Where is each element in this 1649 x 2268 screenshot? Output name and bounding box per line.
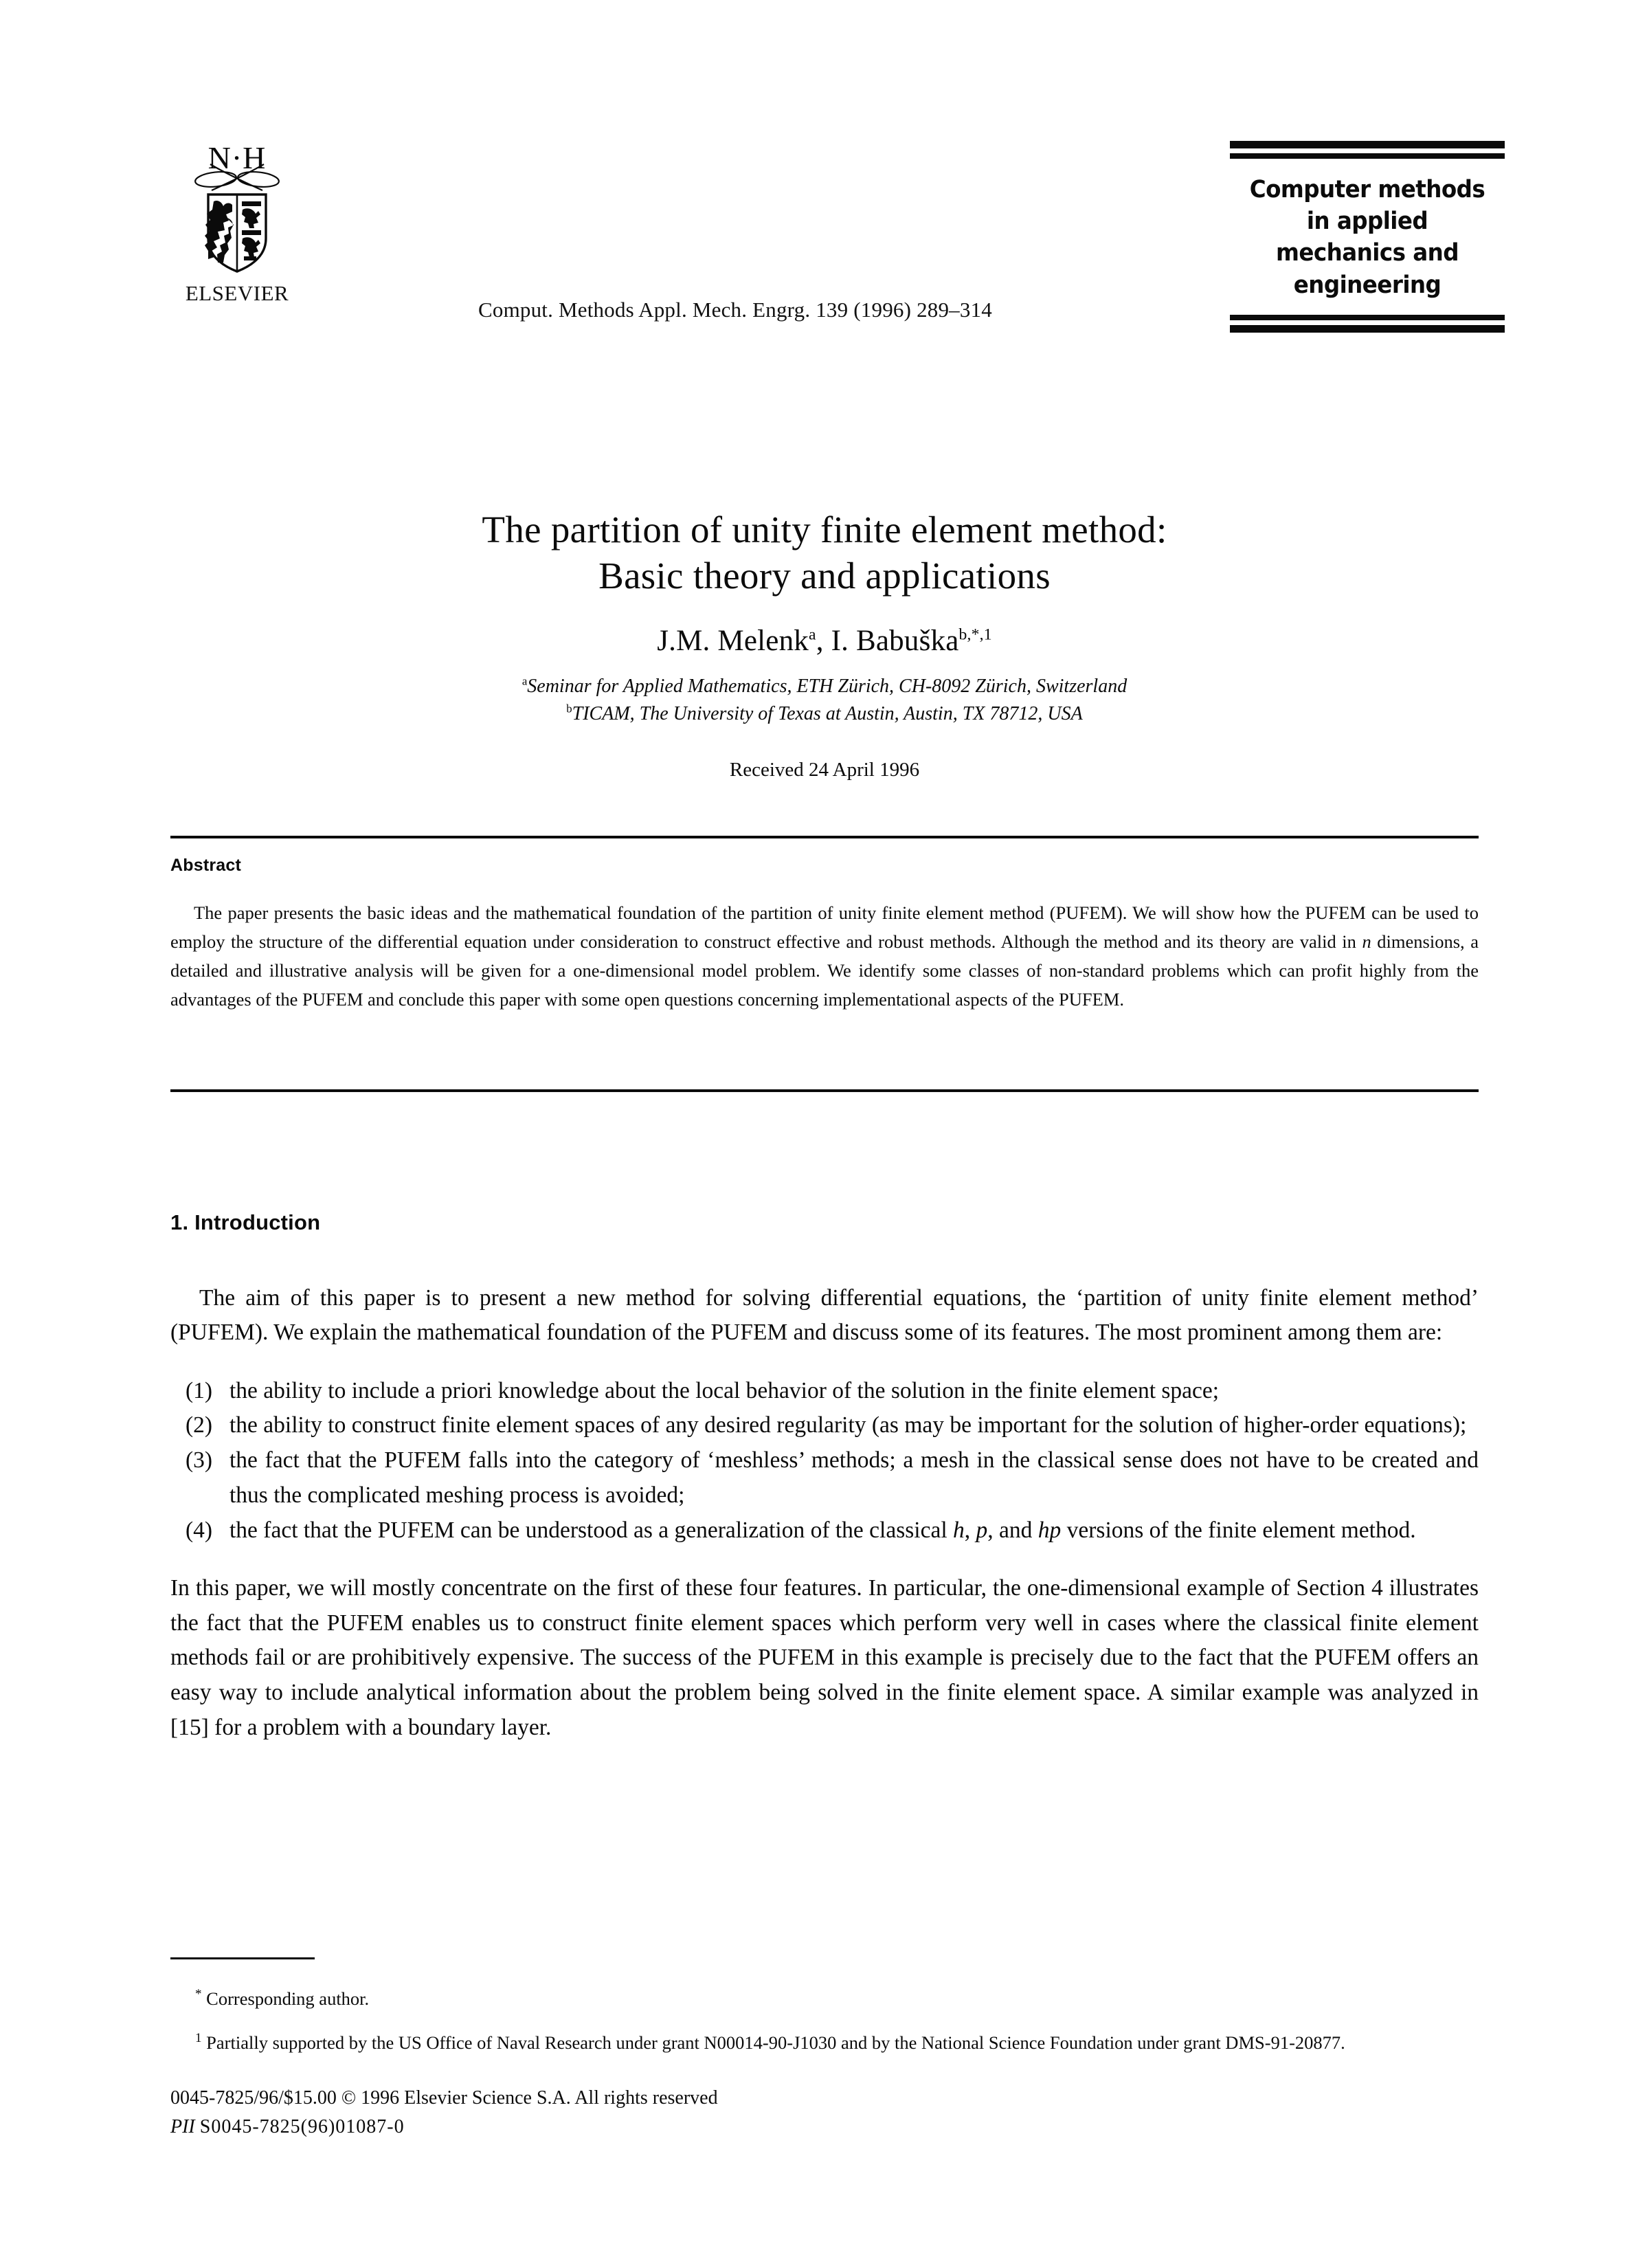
abstract-rule-bottom [170, 1089, 1479, 1092]
author-2-name: I. Babuška [831, 624, 959, 657]
footnote-block [170, 1967, 1479, 2074]
affiliation-b-text: TICAM, The University of Texas at Austin, Austin, TX 78712, USA [572, 702, 1083, 724]
footnote-text: Corresponding author. [201, 1988, 370, 2009]
list-item-italic-hp: hp [1037, 1517, 1062, 1543]
list-item-text-after: versions of the finite element method. [1061, 1517, 1416, 1543]
running-head: Comput. Methods Appl. Mech. Engrg. 139 (1996) 289–314 [478, 298, 992, 322]
journal-title-line-3: mechanics and [1276, 239, 1459, 267]
list-item-marker: (2) [186, 1412, 213, 1438]
masthead-rule-bottom-2 [1230, 325, 1505, 333]
title-line-1: The partition of unity finite element method: [482, 508, 1167, 551]
journal-title-line-4: engineering [1293, 271, 1442, 299]
list-item [170, 1443, 1479, 1513]
list-item [170, 1513, 1479, 1548]
footnote-funding [170, 2030, 1479, 2056]
affiliation-a [172, 673, 1477, 700]
abstract-block [170, 856, 1479, 1032]
copyright-line: 0045-7825/96/$15.00 © 1996 Elsevier Science S.A. All rights reserved [170, 2087, 718, 2109]
affiliation-list [172, 673, 1477, 728]
list-item-mid-1: , [964, 1517, 976, 1543]
author-2-marks: b,*,1 [958, 625, 992, 644]
journal-title-line-2: in applied [1306, 208, 1428, 236]
list-item-marker: (4) [186, 1517, 213, 1543]
list-item-mid-2: , and [987, 1517, 1038, 1543]
author-list [172, 624, 1477, 658]
pii-value: S0045-7825(96)01087-0 [199, 2116, 405, 2137]
list-item-italic-h: h [953, 1517, 965, 1543]
author-1-marks: a [808, 625, 816, 644]
affiliation-a-mark: a [521, 674, 528, 688]
intro-paragraph-1: The aim of this paper is to present a new method for solving differential equations, the ‘partition of unity finite element method’ (PUFEM). We explain the mathematical foundation of the PUFEM and discuss some of its features. The most prominent among them are: [170, 1285, 1479, 1346]
intro-paragraph-2: In this paper, we will mostly concentrate on the first of these four features. In particular, the one-dimensional example of Section 4 illustrates the fact that the PUFEM enables us to construct finite element spaces which perform very well in cases where the classical finite element methods fail or are prohibitively expensive. The success of the PUFEM in this example is precisely due to the fact that the PUFEM offers an easy way to include analytical information about the problem being solved in the finite element space. A similar example was analyzed in [15] for a problem with a boundary layer. [170, 1575, 1479, 1740]
footnote-corresponding-author [170, 1986, 1479, 2012]
pii-line [170, 2113, 1270, 2142]
list-item-text: the ability to include a priori knowledge about the local behavior of the solution in the finite element space; [229, 1377, 1220, 1403]
footnote-mark-asterisk: * [195, 1986, 202, 2001]
masthead-rule-bottom-1 [1230, 315, 1505, 320]
list-item-text-before: the fact that the PUFEM can be understood as a generalization of the classical [229, 1517, 954, 1543]
list-item [170, 1408, 1479, 1443]
page-header [158, 141, 1505, 347]
abstract-text-part-2: dimensions, a detailed and illustrative analysis will be given for a one-dimensional model problem. We identify some classes of non-standard problems which can profit highly from the advantages of the PUFEM and conclude this paper with some open questions concerning implementational aspects of the PUFEM. [170, 931, 1479, 1010]
svg-text:N·H: N·H [207, 141, 267, 175]
page-title [172, 507, 1477, 599]
title-line-2: Basic theory and applications [598, 554, 1051, 597]
list-item-text [229, 1517, 1416, 1543]
journal-masthead [1230, 141, 1505, 333]
author-1-name: J.M. Melenk [657, 624, 809, 657]
list-item-text: the ability to construct finite element spaces of any desired regularity (as may be important for the solution of higher-order equations); [229, 1412, 1467, 1438]
masthead-rule-top-1 [1230, 141, 1505, 148]
footnote-mark-1: 1 [195, 2031, 202, 2046]
abstract-text [170, 899, 1479, 1014]
list-item-text: the fact that the PUFEM falls into the category of ‘meshless’ methods; a mesh in the classical sense does not have to be created and thus the complicated meshing process is avoided; [229, 1447, 1479, 1508]
footnote-separator-rule [170, 1957, 315, 1959]
abstract-rule-top [170, 836, 1479, 838]
footnote-text: Partially supported by the US Office of Naval Research under grant N00014-90-J1030 and by the National Science Foundation under grant DMS-91-20877. [201, 2032, 1345, 2054]
list-item-marker: (1) [186, 1377, 213, 1403]
copyright-block [170, 2084, 1270, 2142]
list-item-marker: (3) [186, 1447, 213, 1473]
introduction-body [170, 1258, 1479, 1768]
received-date: Received 24 April 1996 [729, 759, 920, 781]
publisher-logo-block [158, 141, 316, 306]
publisher-name: ELSEVIER [185, 281, 289, 305]
abstract-italic-n: n [1362, 931, 1371, 952]
north-holland-elsevier-shield-icon [186, 141, 289, 278]
journal-title-line-1: Computer methods [1249, 176, 1485, 203]
abstract-heading: Abstract [170, 856, 242, 875]
title-block [172, 481, 1477, 781]
feature-list [170, 1374, 1479, 1548]
masthead-rule-top-2 [1230, 153, 1505, 159]
section-heading-introduction: 1. Introduction [170, 1210, 321, 1234]
list-item-italic-p: p [976, 1517, 988, 1543]
affiliation-a-text: Seminar for Applied Mathematics, ETH Zürich, CH-8092 Zürich, Switzerland [527, 675, 1128, 697]
pii-label: PII [170, 2116, 195, 2137]
list-item [170, 1374, 1479, 1409]
author-separator: , [816, 624, 831, 657]
affiliation-b-mark: b [566, 702, 572, 715]
journal-title [1239, 174, 1495, 301]
abstract-text-part-1: The paper presents the basic ideas and the mathematical foundation of the partition of unity finite element method (PUFEM). We will show how the PUFEM can be used to employ the structure of the differential equation under consideration to construct effective and robust methods. Although the method and its theory are valid in [170, 902, 1479, 952]
affiliation-b [172, 700, 1477, 728]
